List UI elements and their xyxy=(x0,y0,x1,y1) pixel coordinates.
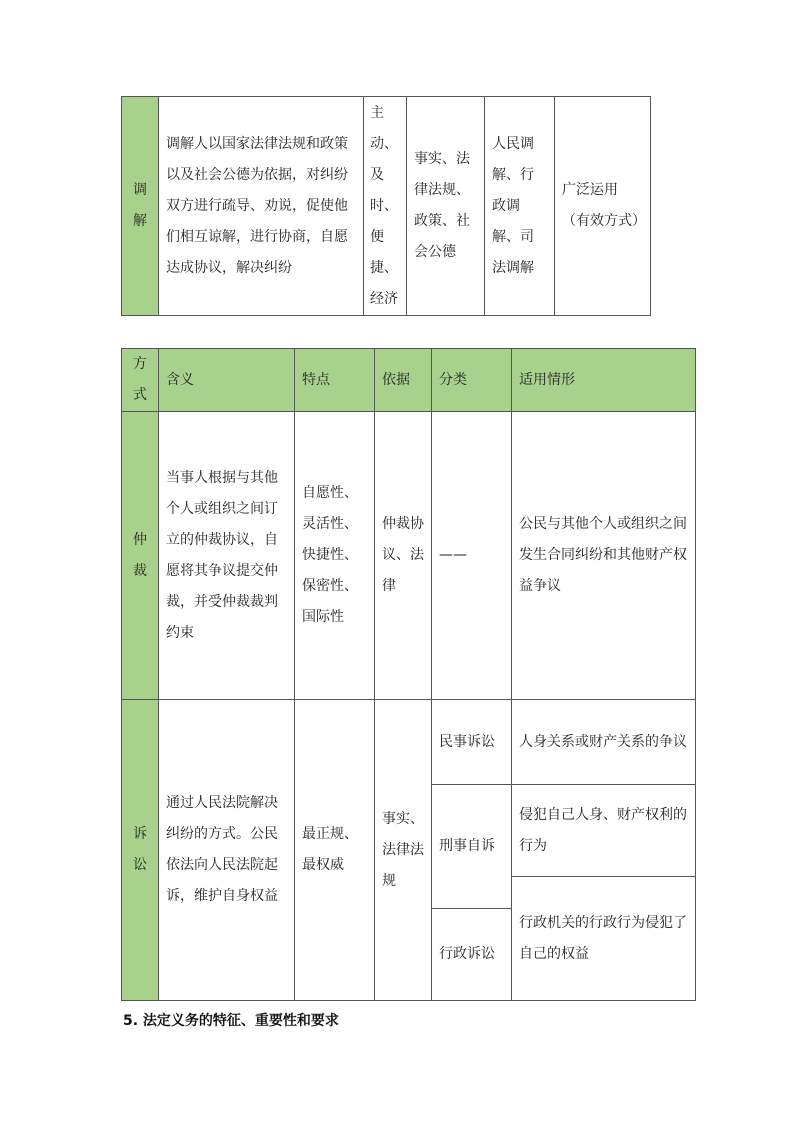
header-row xyxy=(122,349,696,412)
basis-cell: 事实、法律法规、政策、社会公德 xyxy=(407,97,485,316)
header-features: 特点 xyxy=(295,349,375,412)
arbitration-features: 自愿性、灵活性、快捷性、保密性、国际性 xyxy=(295,412,375,700)
header-categories: 分类 xyxy=(432,349,512,412)
criminal-private-category: 刑事自诉 xyxy=(432,785,512,909)
litigation-method-cell: 诉讼 xyxy=(122,700,159,1001)
arbitration-categories: —— xyxy=(432,412,512,700)
litigation-basis: 事实、法律法规 xyxy=(375,700,432,1001)
categories-cell: 人民调解、行政调解、司法调解 xyxy=(485,97,555,316)
mediation-table xyxy=(121,96,651,316)
litigation-features: 最正规、最权威 xyxy=(295,700,375,1001)
method-cell xyxy=(122,97,159,316)
dispute-methods-table xyxy=(121,348,696,1001)
header-basis: 依据 xyxy=(375,349,432,412)
table-row xyxy=(122,97,651,316)
administrative-applicable: 行政机关的行政行为侵犯了自己的权益 xyxy=(512,877,696,1001)
administrative-category: 行政诉讼 xyxy=(432,909,512,1001)
arbitration-applicable: 公民与其他个人或组织之间发生合同纠纷和其他财产权益争议 xyxy=(512,412,696,700)
civil-litigation-applicable: 人身关系或财产关系的争议 xyxy=(512,700,696,785)
table-row xyxy=(122,412,696,700)
arbitration-meaning: 当事人根据与其他个人或组织之间订立的仲裁协议，自愿将其争议提交仲裁，并受仲裁裁判约束 xyxy=(159,412,295,700)
meaning-cell: 调解人以国家法律法规和政策以及社会公德为依据，对纠纷双方进行疏导、劝说，促使他们相互谅解，进行协商，自愿达成协议，解决纠纷 xyxy=(159,97,364,316)
applicable-cell: 广泛运用（有效方式） xyxy=(555,97,651,316)
table-row xyxy=(122,700,696,785)
arbitration-basis: 仲裁协议、法律 xyxy=(375,412,432,700)
header-method: 方式 xyxy=(122,349,159,412)
header-meaning: 含义 xyxy=(159,349,295,412)
method-label: 调解 xyxy=(133,182,147,229)
section-title: 5. 法定义务的特征、重要性和要求 xyxy=(123,1013,339,1029)
header-applicable: 适用情形 xyxy=(512,349,696,412)
litigation-meaning: 通过人民法院解决纠纷的方式。公民依法向人民法院起诉，维护自身权益 xyxy=(159,700,295,1001)
civil-litigation-category: 民事诉讼 xyxy=(432,700,512,785)
features-cell: 主动、及时、便捷、经济 xyxy=(364,97,407,316)
criminal-private-applicable: 侵犯自己人身、财产权利的行为 xyxy=(512,785,696,877)
arbitration-method-cell: 仲裁 xyxy=(122,412,159,700)
